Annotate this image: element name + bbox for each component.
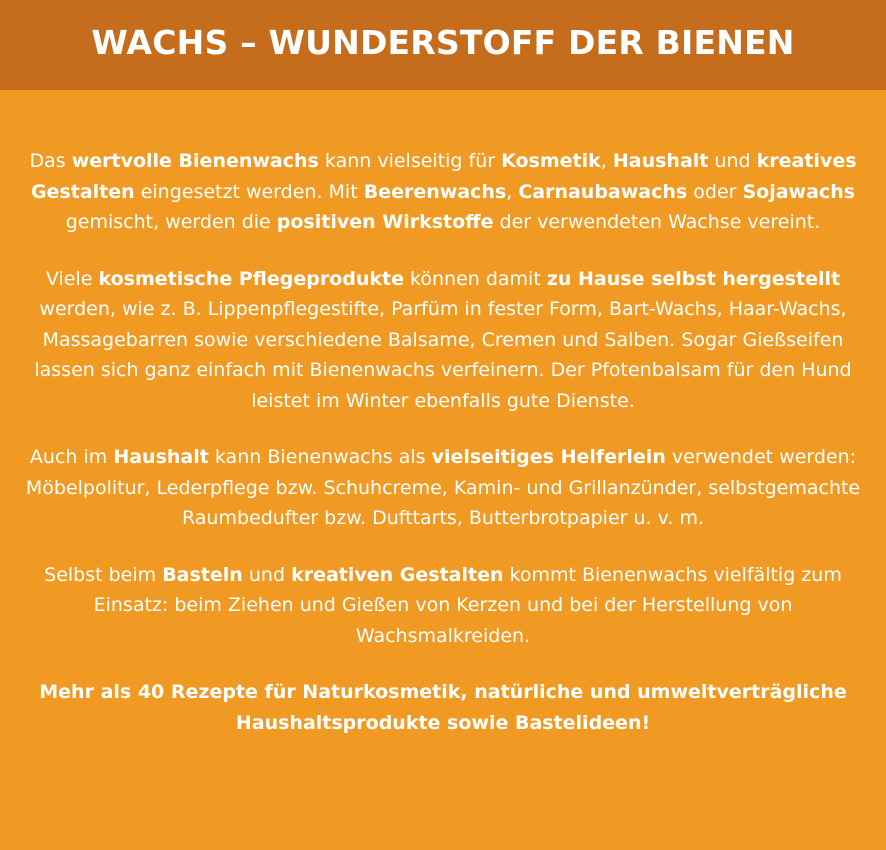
bold-phrase: Basteln	[162, 563, 243, 586]
text-span: ,	[506, 180, 519, 203]
text-span: und	[708, 150, 757, 172]
bold-phrase: Beerenwachs	[363, 180, 507, 203]
text-span: können damit	[404, 267, 547, 290]
bold-phrase: Haushalt	[113, 446, 209, 468]
page-title: WACHS – WUNDERSTOFF DER BIENEN	[91, 22, 795, 62]
text-span: Viele	[45, 267, 99, 290]
bold-phrase: Haushalt	[612, 150, 709, 172]
bold-phrase: Kosmetik	[501, 150, 601, 172]
text-span: werden, wie z. B. Lippenpflegestifte, Parfüm in fester Form, Bart-Wachs, Haar-Wachs, Massagebarren sowie verschiedene Balsame, Cremen und Salben. Sogar Gießseifen lassen sich ganz einfach mit Bienenwachs verfeinern. Der Pfotenbalsam für den Hund leistet im Winter ebenfalls gute Dienste.	[34, 298, 852, 412]
bold-phrase: zu Hause selbst hergestellt	[546, 267, 841, 290]
body-text	[0, 90, 886, 738]
bold-phrase: kreatives Gestalten	[30, 150, 857, 203]
text-span: und	[242, 563, 292, 586]
text-span: ,	[600, 150, 613, 172]
bold-phrase: positiven Wirkstoffe	[276, 211, 494, 233]
text-span: kommt Bienenwachs vielfältig zum Einsatz: beim Ziehen und Gießen von Kerzen und bei der Herstellung von Wachsmalkreiden.	[93, 563, 842, 647]
text-span: der verwendeten Wachse vereint.	[493, 211, 821, 233]
paragraph-cosmetics	[14, 264, 872, 417]
bold-phrase: Carnaubawachs	[518, 180, 688, 203]
text-span: eingesetzt werden. Mit	[134, 180, 364, 203]
text-span: kann Bienenwachs als	[208, 446, 432, 468]
text-span: kann vielseitig für	[318, 150, 502, 172]
text-span: oder	[687, 180, 743, 203]
text-span: gemischt, werden die	[65, 211, 277, 233]
bold-phrase: wertvolle Bienenwachs	[71, 150, 319, 172]
bold-phrase: vielseitiges Helferlein	[431, 446, 666, 468]
paragraph-household	[14, 442, 872, 534]
text-span: Selbst beim	[44, 563, 163, 586]
bold-phrase: kosmetische Pflegeprodukte	[98, 267, 404, 290]
paragraph-crafts	[14, 560, 872, 652]
bold-phrase: Sojawachs	[742, 180, 856, 203]
bold-phrase: kreativen Gestalten	[291, 563, 504, 586]
text-span: Auch im	[29, 446, 114, 468]
text-span: verwendet werden: Möbelpolitur, Lederpflege bzw. Schuhcreme, Kamin- und Grillanzünder, selbstgemachte Raumbedufter bzw. Dufttarts, Butterbrotpapier u. v. m.	[25, 446, 861, 529]
closing-statement: Mehr als 40 Rezepte für Naturkosmetik, natürliche und umweltverträgliche Haushaltsprodukte sowie Bastelideen!	[39, 681, 847, 734]
paragraph-uses	[14, 146, 872, 238]
text-span: Das	[29, 150, 72, 172]
title-banner	[0, 0, 886, 90]
